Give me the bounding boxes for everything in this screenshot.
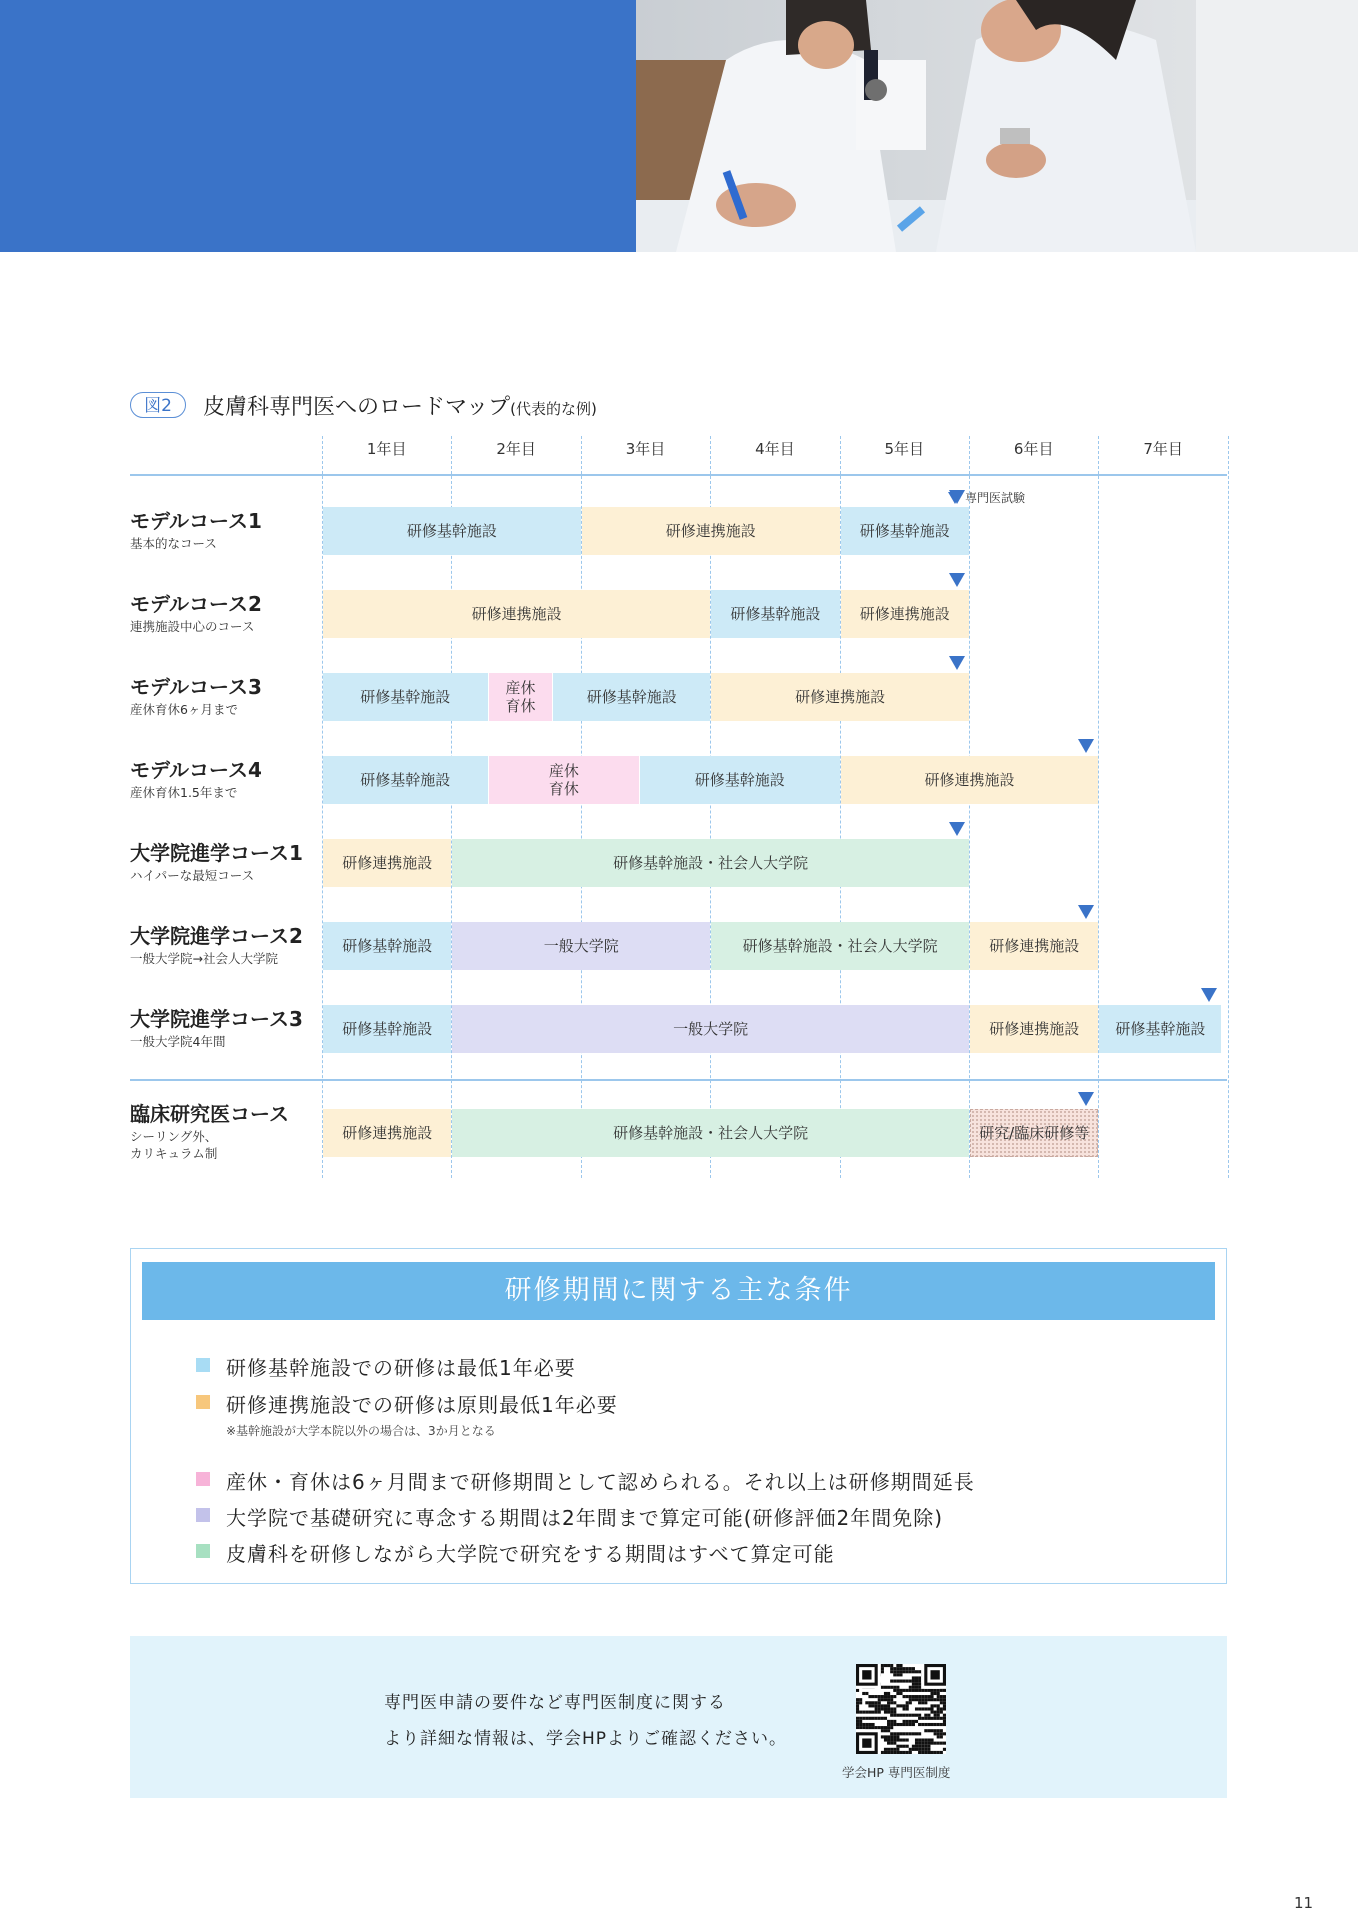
course-subtitle: カリキュラム制 xyxy=(130,1146,218,1161)
page-number: 11 xyxy=(1294,1894,1314,1912)
year-header: 5年目 xyxy=(884,440,925,458)
condition-color-square xyxy=(196,1358,210,1372)
roadmap-divider-line xyxy=(130,1079,1227,1081)
figure-title-text: 皮膚科専門医へのロードマップ xyxy=(203,395,511,420)
exam-marker-icon xyxy=(1078,1092,1094,1106)
year-header: 1年目 xyxy=(366,440,407,458)
roadmap-top-line xyxy=(130,474,1227,476)
condition-text: 産休・育休は6ヶ月間まで研修期間として認められる。それ以上は研修期間延長 xyxy=(226,1470,975,1494)
course-bar-segment: 研修基幹施設・社会人大学院 xyxy=(452,839,969,887)
course-bar-segment: 研修連携施設 xyxy=(582,507,840,555)
course-subtitle: シーリング外、 xyxy=(130,1129,218,1144)
condition-text: 皮膚科を研修しながら大学院で研究をする期間はすべて算定可能 xyxy=(226,1542,835,1566)
qr-code[interactable] xyxy=(856,1664,946,1754)
course-bar-segment: 研修基幹施設 xyxy=(1099,1005,1221,1053)
course-name: 大学院進学コース2 xyxy=(130,924,303,948)
condition-color-square xyxy=(196,1544,210,1558)
course-bar-segment: 研修連携施設 xyxy=(841,590,969,638)
course-subtitle: ハイパーな最短コース xyxy=(130,868,255,883)
course-bar-segment: 研修基幹施設 xyxy=(711,590,839,638)
course-subtitle: 基本的なコース xyxy=(130,536,217,551)
course-bar-segment: 研修基幹施設 xyxy=(323,1005,451,1053)
course-subtitle: 一般大学院4年間 xyxy=(130,1034,226,1049)
year-header: 3年目 xyxy=(625,440,666,458)
year-header: 6年目 xyxy=(1013,440,1054,458)
course-bar-segment: 産休 育休 xyxy=(489,673,553,721)
course-bar-segment: 研修連携施設 xyxy=(711,673,969,721)
info-box xyxy=(130,1636,1227,1798)
course-subtitle: 一般大学院→社会人大学院 xyxy=(130,951,278,966)
exam-marker-icon xyxy=(1078,739,1094,753)
roadmap-year-gridline xyxy=(1228,436,1229,1178)
course-bar-segment: 研修基幹施設・社会人大学院 xyxy=(711,922,969,970)
exam-label-text: 専門医試験 xyxy=(965,491,1026,505)
course-bar-segment: 研修連携施設 xyxy=(970,922,1098,970)
course-bar-segment: 研修基幹施設 xyxy=(323,922,451,970)
course-bar-segment: 研修連携施設 xyxy=(970,1005,1098,1053)
course-bar-segment: 研修連携施設 xyxy=(323,839,451,887)
figure-title xyxy=(203,390,597,421)
course-bar-segment: 研修基幹施設 xyxy=(323,756,488,804)
header-photo xyxy=(636,0,1358,252)
exam-marker-icon xyxy=(949,656,965,670)
year-header: 7年目 xyxy=(1143,440,1183,458)
course-name: モデルコース4 xyxy=(130,758,262,782)
course-bar-segment: 一般大学院 xyxy=(452,922,710,970)
course-bar-segment: 研究/臨床研修等 xyxy=(970,1109,1098,1157)
year-header: 4年目 xyxy=(755,440,795,458)
exam-marker-icon xyxy=(949,490,965,504)
course-bar-segment: 研修基幹施設 xyxy=(640,756,840,804)
year-header: 2年目 xyxy=(496,440,536,458)
course-name: モデルコース1 xyxy=(130,509,262,533)
course-name: 大学院進学コース3 xyxy=(130,1007,303,1031)
exam-marker-icon xyxy=(1201,988,1217,1002)
course-bar-segment: 研修連携施設 xyxy=(841,756,1099,804)
figure-title-note: (代表的な例) xyxy=(510,400,597,418)
condition-color-square xyxy=(196,1395,210,1409)
condition-text: 研修基幹施設での研修は最低1年必要 xyxy=(226,1356,576,1380)
course-bar-segment: 研修基幹施設 xyxy=(323,673,488,721)
info-line-1: 専門医申請の要件など専門医制度に関する xyxy=(384,1693,726,1713)
info-line-2: より詳細な情報は、学会HPよりご確認ください。 xyxy=(384,1729,788,1749)
course-subtitle: 産休育休6ヶ月まで xyxy=(130,702,238,717)
course-bar-segment: 研修連携施設 xyxy=(323,590,710,638)
course-name: モデルコース3 xyxy=(130,675,262,699)
course-bar-segment: 研修基幹施設・社会人大学院 xyxy=(452,1109,969,1157)
course-bar-segment: 一般大学院 xyxy=(452,1005,969,1053)
roadmap-year-gridline xyxy=(969,436,970,1178)
course-bar-segment: 研修基幹施設 xyxy=(553,673,710,721)
figure-label: 図2 xyxy=(130,392,186,418)
course-name: 大学院進学コース1 xyxy=(130,841,303,865)
header-blue-panel xyxy=(0,0,636,252)
exam-marker-icon xyxy=(1078,905,1094,919)
course-bar-segment: 研修連携施設 xyxy=(323,1109,451,1157)
conditions-note: ※基幹施設が大学本院以外の場合は、3か月となる xyxy=(226,1424,496,1438)
exam-marker-icon xyxy=(949,573,965,587)
roadmap-year-gridline xyxy=(1098,436,1099,1178)
course-bar-segment: 研修基幹施設 xyxy=(841,507,969,555)
course-bar-segment: 産休 育休 xyxy=(489,756,639,804)
course-name: モデルコース2 xyxy=(130,592,262,616)
course-bar-segment: 研修基幹施設 xyxy=(323,507,581,555)
conditions-title: 研修期間に関する主な条件 xyxy=(142,1262,1215,1320)
qr-label: 学会HP 専門医制度 xyxy=(842,1765,951,1780)
condition-text: 大学院で基礎研究に専念する期間は2年間まで算定可能(研修評価2年間免除) xyxy=(226,1506,944,1530)
exam-marker-icon xyxy=(949,822,965,836)
course-name: 臨床研究医コース xyxy=(130,1102,289,1126)
condition-color-square xyxy=(196,1472,210,1486)
course-subtitle: 産休育休1.5年まで xyxy=(130,785,238,800)
condition-color-square xyxy=(196,1508,210,1522)
condition-text: 研修連携施設での研修は原則最低1年必要 xyxy=(226,1393,618,1417)
course-subtitle: 連携施設中心のコース xyxy=(130,619,255,634)
